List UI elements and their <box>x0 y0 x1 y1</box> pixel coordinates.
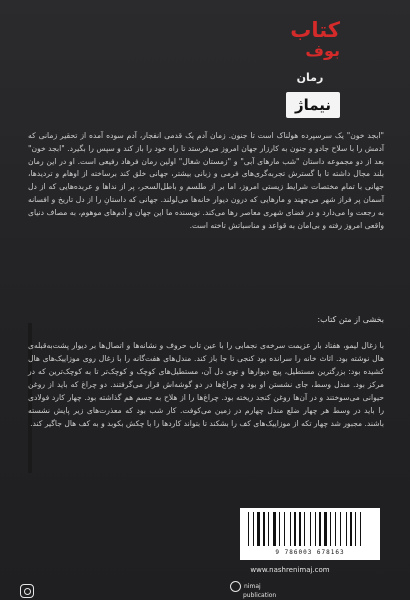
barcode-bar <box>273 512 276 546</box>
barcode-bar <box>279 512 280 546</box>
footer-publisher-sub: publication <box>243 592 277 599</box>
barcode-bar <box>253 512 254 546</box>
book-logo <box>280 20 340 59</box>
barcode-bar <box>299 512 301 546</box>
book-logo-line2: بوف <box>305 41 340 60</box>
barcode-bar <box>330 512 331 546</box>
barcode-bar <box>263 512 265 546</box>
barcode-bar <box>304 512 305 546</box>
book-description <box>28 130 384 232</box>
barcode-bar <box>315 512 316 546</box>
barcode-bar <box>335 512 336 546</box>
barcode-bars <box>240 508 380 550</box>
publisher-mark-icon <box>230 581 241 592</box>
barcode-bar <box>248 512 249 546</box>
excerpt-text: با زغال لیمو، هفتاد بار عزیمت سرخه‌ی نجمابی را با عین تاب حروف و نشانه‌ها و اتصال‌ها بر دیوار پشت‌به‌قبله‌ی هال نوشته بود. اثاث خانه را سرانده بود کنجی تا جا باز کند. مندل‌های هفت‌گانه را با زغال روی موزاییک‌های هال کشیده بود: بزرگترین مستطیل، پیچ دیوارها و توی دل آن، مستطیل‌های کوچک و کوچک‌تر تا به کوچک‌ترین که در مرکز بود. مندل وسط، جای نشستن او بود و چراغ‌ها در دو گوشه‌اش قرار می‌گرفتند. دو چراغ که باید از روغن حیوانی می‌سوختند و در آن‌ها روغن کنجد ریخته بود. چراغ‌ها را از هلاح به جسم هم گذاشته بود. چهار کارد فولادی را باید در وسط هر چهار ضلع مندل چهارم در زمین می‌کوفت. کار شب بود که معذرت‌های زیر پایش نشسته باشند. مجبور شد چهار تکه از موزاییک‌های کف را بشکند تا بتواند کاردها را با چکش بکوبد و به کف هال جاگیر کند. <box>28 341 384 428</box>
barcode-bar <box>319 512 321 546</box>
barcode-bar <box>257 512 260 546</box>
barcode-bar <box>310 512 311 546</box>
barcode-bar <box>324 512 327 546</box>
book-logo-line1: کتاب <box>290 18 340 42</box>
instagram-icon[interactable] <box>20 584 34 598</box>
barcode-bar <box>360 512 361 546</box>
barcode-bar <box>340 512 341 546</box>
excerpt-title: بخشی از متن کتاب: <box>317 315 384 324</box>
isbn-number: 9 786003 678163 <box>275 549 345 556</box>
barcode-bar <box>350 512 352 546</box>
barcode-bar <box>290 512 291 546</box>
barcode-bar <box>355 512 356 546</box>
barcode-bar <box>294 512 296 546</box>
barcode-bar <box>346 512 347 546</box>
description-paragraph: "ابجد خون" یک سرسپرده هولناک است تا جنون. زمان آدم یک قدمی انفجار، آدم سوده آمده از تحقیر زمانی که آدمش را با سلاح جادو و جنون به کارزار جهان امروز می‌فرستد تا راه خود را باز کند و سپس را بگیرد. "ابجد خون" بعد از دو مجموعه داستان "شب مارهای آبی" و "زمستان شغال" اولین رمان فرهاد رفیعی است. او در این رمان بلند مجال داشته تا با گسترش تجربه‌گری‌های فرمی و زبانی بیشتر، جهانی خلق کند برساخته از اوهام و تردیدها، جهانی با تمام مختصات شرایط زیستی امروز، اما بر از طلسم و باطل‌السحر، پر از ندا‌ها و عربده‌هایی که از دل آسمان پر فراز شهر می‌جهند و مارهایی که درون دیوار خانه‌ها می‌لولند. جهانی که داستانِ را از دل تاریخ و افسانه به رجعت وا می‌دارد و در فضای شهری معاصر رها می‌کند. نویسنده ما این جهان و آدم‌های موهوم، به مصاف دنیای واقعی امروز رفته و بی‌امان به قواعد و مناسباتش تاخته است. <box>28 131 384 230</box>
genre-label: رمان <box>296 71 324 84</box>
footer-publisher-name: nimaj <box>244 583 261 590</box>
barcode-bar <box>284 512 285 546</box>
publisher-logo: نیماژ <box>286 92 340 118</box>
website-url: www.nashrenimaj.com <box>250 566 330 574</box>
footer-publisher-logo <box>230 581 310 599</box>
barcode-bar <box>268 512 269 546</box>
